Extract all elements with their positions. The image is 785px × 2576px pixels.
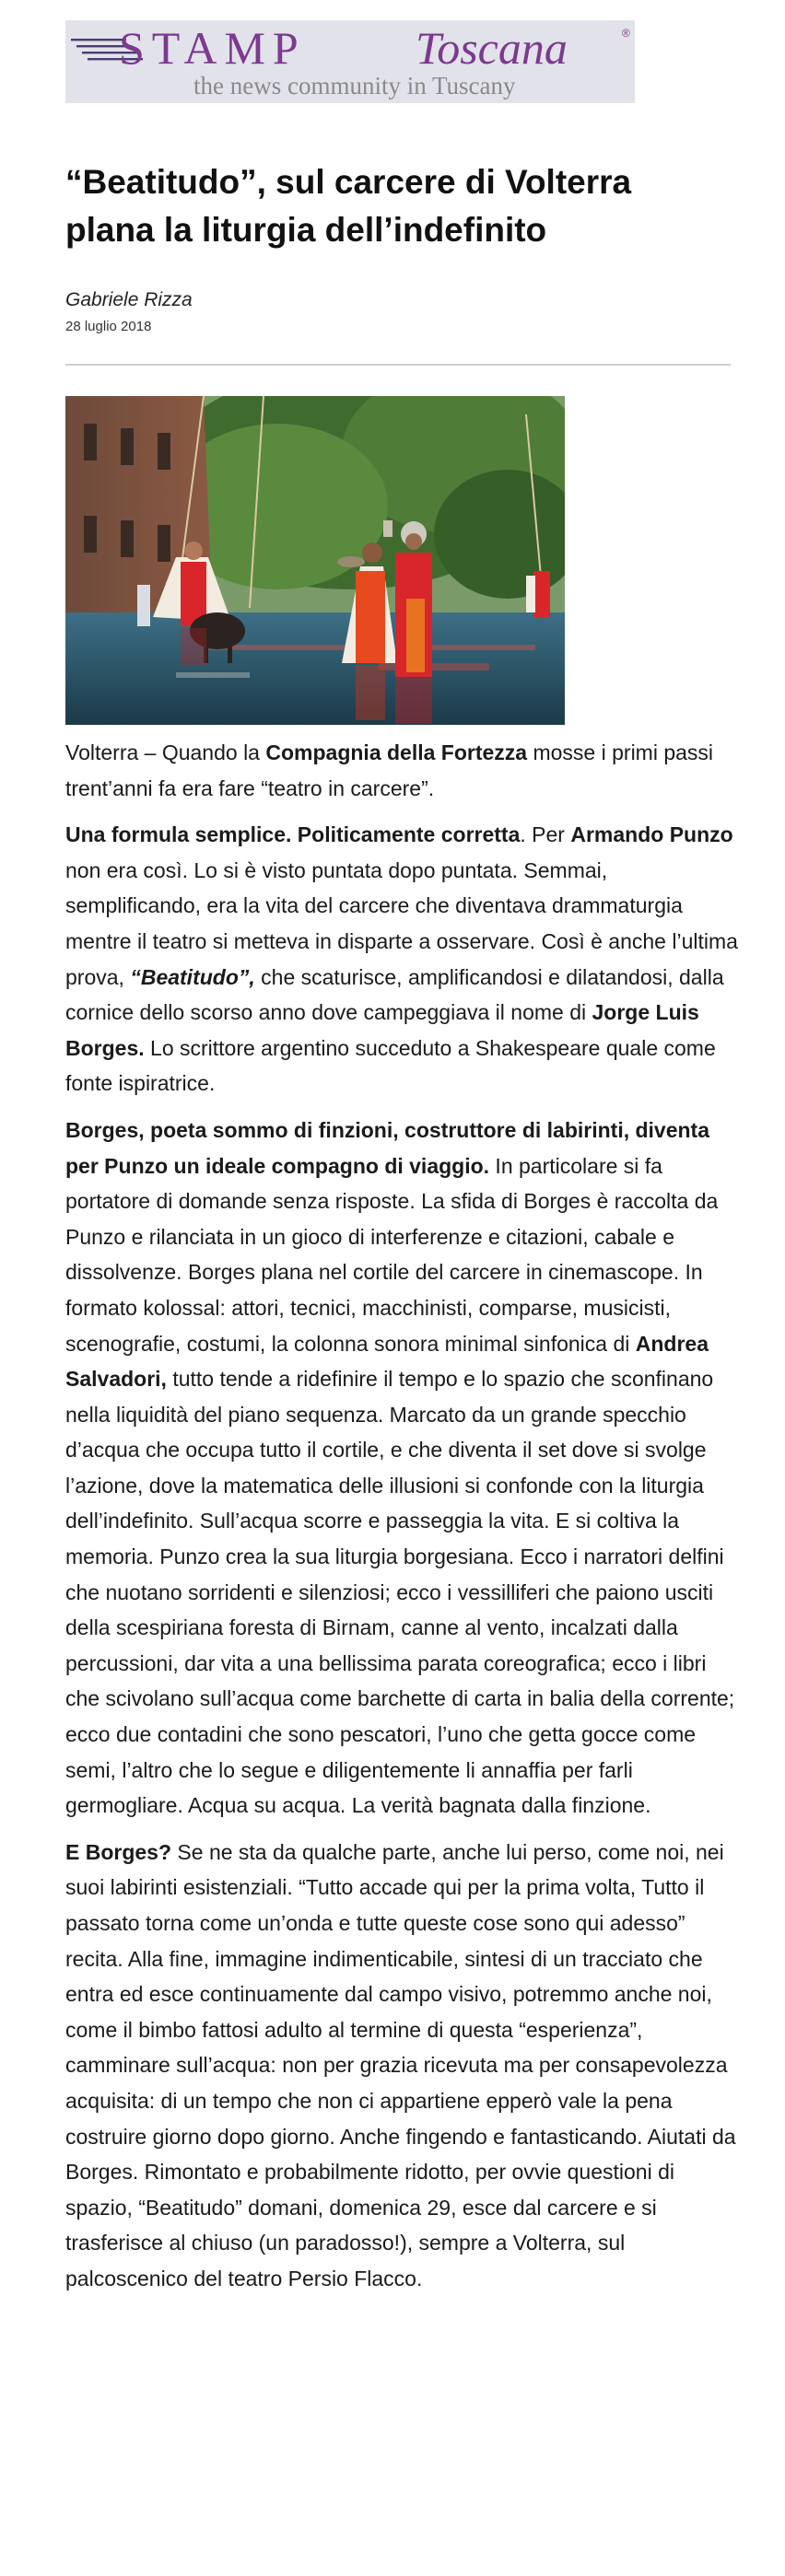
text: . Per (520, 822, 571, 847)
masthead-logo[interactable] (65, 20, 635, 103)
emphasis-punzo: Armando Punzo (570, 822, 733, 847)
emphasis-borges: Jorge Luis Borges. (65, 1000, 699, 1060)
text: non era così. Lo si è visto puntata dopo puntata. Semmai, semplificando, era la vita del carcere che diventava drammaturgia mentre il teatro si metteva in disparte a osservare. Così è anche l’ultima prova, (65, 857, 738, 989)
brand-stamp: STAMP (119, 22, 306, 74)
text: tutto tende a ridefinire il tempo e lo spazio che sconfinano nella liquidità del piano sequenza. Marcato da un grande specchio d’acqua che occupa tutto il cortile, e che diventa il set dove si svolge l’azione, dove la matematica delle illusioni si confonde con la liturgia dell’indefinito. Sull’acqua scorre e passeggia la vita. E si coltiva la memoria. Punzo crea la sua liturgia borgesiana. Ecco i narratori delfini che nuotano sorridenti e silenziosi; ecco i vessilliferi che paiono usciti della scespiriana foresta di Birnam, canne al vento, incalzati dalla percussioni, dar vita a una bellissima parata coreografica; ecco i libri che scivolano sull’acqua come barchette di carta in balia della corrente; ecco due contadini che sono pescatori, l’uno che getta gocce come semi, l’altro che lo segue e diligentemente li annaffia per farli germogliare. Acqua su acqua. La verità bagnata dalla finzione. (65, 1367, 735, 1818)
paragraph-intro (65, 735, 738, 806)
brand-toscana: Toscana (416, 22, 568, 74)
brand-tagline: the news community in Tuscany (193, 72, 516, 99)
emphasis-company: Compagnia della Fortezza (265, 740, 528, 764)
article-body (65, 735, 738, 2308)
emphasis-beatitudo: “Beatitudo”, (130, 964, 255, 989)
photo-scene (65, 396, 565, 725)
text: mosse i primi passi trent’anni fa era fare “teatro in carcere”. (65, 740, 714, 800)
article-date: 28 luglio 2018 (65, 319, 152, 334)
emphasis: Una formula semplice. Politicamente corretta (65, 822, 521, 847)
paragraph-formula (65, 817, 738, 1102)
emphasis: Borges, poeta sommo di finzioni, costruttore di labirinti, diventa per Punzo un ideale compagno di viaggio. (65, 1117, 710, 1178)
text: Se ne sta da qualche parte, anche lui perso, come noi, nei suoi labirinti esistenziali. “Tutto accade qui per la prima volta, Tutto il passato torna come un’onda e tutte queste cose sono qui adesso” recita. Alla fine, immagine indimenticabile, sintesi di un tracciato che entra ed esce continuamente dal campo visivo, potremmo anche noi, come il bimbo fattosi adulto al termine di questa “esperienza”, camminare sull’acqua: non per grazia ricevuta ma per consapevolezza acquisita: di un tempo che non ci appartiene epperò vale la pena costruire giorno dopo giorno. Anche fingendo e fantasticando. Aiutati da Borges. Rimontato e probabilmente ridotto, per ovvie questioni di spazio, “Beatitudo” domani, domenica 29, esce dal carcere e si trasferisce al chiuso (un paradosso!), sempre a Volterra, sul palcoscenico del teatro Persio Flacco. (65, 1839, 736, 2290)
article-title: “Beatitudo”, sul carcere di Volterra plana la liturgia dell’indefinito (65, 163, 632, 249)
emphasis: E Borges? (65, 1839, 172, 1864)
divider (65, 364, 731, 366)
registered-mark: ® (622, 27, 630, 40)
paragraph-borges (65, 1113, 738, 1824)
paragraph-conclusion (65, 1835, 738, 2297)
article-author[interactable]: Gabriele Rizza (65, 289, 193, 310)
emphasis-salvadori: Andrea Salvadori, (65, 1331, 709, 1392)
text: Volterra – Quando la (65, 740, 266, 764)
text: In particolare si fa portatore di domande senza risposte. La sfida di Borges è raccolta da Punzo e rilanciata in un gioco di interferenze e citazioni, cabale e dissolvenze. Borges plana nel cortile del carcere in cinemascope. In formato kolossal: attori, tecnici, macchinisti, comparse, musicisti, scenografie, costumi, la colonna sonora minimal sinfonica di (65, 1153, 719, 1356)
article-photo (65, 396, 565, 725)
text: che scaturisce, amplificandosi e dilatandosi, dalla cornice dello scorso anno dove campeggiava il nome di (65, 964, 724, 1025)
text: Lo scrittore argentino succeduto a Shakespeare quale come fonte ispiratrice. (65, 1035, 716, 1096)
